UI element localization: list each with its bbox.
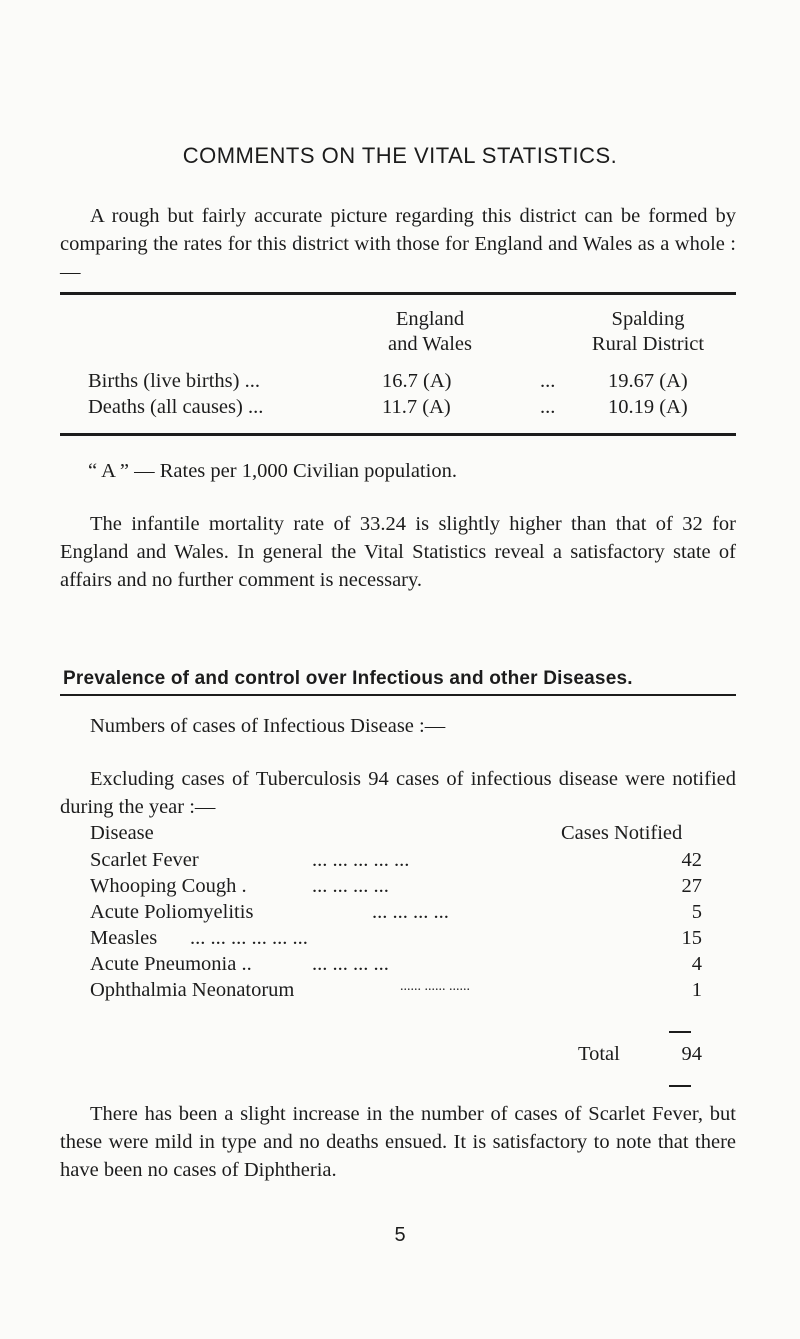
section-heading: Prevalence of and control over Infectious and other Diseases. <box>63 668 633 689</box>
disease-row-count: 42 <box>681 849 702 871</box>
row-births-label: Births (live births) ... <box>88 370 260 392</box>
row-births-dots: ... <box>540 370 556 392</box>
disease-row-count: 5 <box>691 901 702 923</box>
row-deaths-label: Deaths (all causes) ... <box>88 396 264 418</box>
infant-mortality-paragraph: The infantile mortality rate of 33.24 is slightly higher than that of 32 for England and Wales. In general the Vital Statistics reveal a satisfactory state of affairs and no further comment is necessary. <box>60 513 736 591</box>
row-deaths-england: 11.7 (A) <box>382 396 451 418</box>
col-header-cases-notified: Cases Notified <box>561 822 683 844</box>
closing-paragraph: There has been a slight increase in the number of cases of Scarlet Fever, but these were mild in type and no deaths ensued. It is satisfactory to note that there have been no cases of Diphtheria. <box>60 1103 736 1181</box>
disease-row-count: 1 <box>691 979 702 1001</box>
disease-row-leaders: ... ... ... ... ... ... <box>190 927 308 949</box>
row-deaths-spalding: 10.19 (A) <box>608 396 688 418</box>
page-number: 5 <box>394 1224 406 1246</box>
total-value: 94 <box>681 1043 702 1065</box>
disease-row-name: Measles <box>90 927 158 949</box>
total-rule-top <box>669 1031 691 1033</box>
col-header-rural-district: Rural District <box>591 333 705 355</box>
row-deaths-dots: ... <box>540 396 556 418</box>
table-top-rule <box>60 292 736 295</box>
section-underline <box>60 694 736 696</box>
col-header-england: England <box>395 308 465 330</box>
disease-row-count: 15 <box>681 927 702 949</box>
col-header-disease: Disease <box>90 822 154 844</box>
disease-row-leaders: ... ... ... ... ... <box>312 849 410 871</box>
col-header-spalding: Spalding <box>611 308 685 330</box>
col-header-and-wales: and Wales <box>388 333 472 355</box>
disease-row-name: Acute Pneumonia .. <box>90 953 252 975</box>
disease-row-count: 4 <box>691 953 702 975</box>
row-births-england: 16.7 (A) <box>382 370 452 392</box>
intro-paragraph: A rough but fairly accurate picture regarding this district can be formed by comparing the rates for this district with those for England and Wales as a whole :— <box>60 205 736 283</box>
disease-row-name: Whooping Cough . <box>90 875 247 897</box>
row-births-spalding: 19.67 (A) <box>608 370 688 392</box>
page-title: COMMENTS ON THE VITAL STATISTICS. <box>182 143 618 168</box>
rates-footnote: “ A ” — Rates per 1,000 Civilian population. <box>88 460 457 482</box>
disease-row-leaders: ... ... ... ... <box>312 875 389 897</box>
disease-row-name: Acute Poliomyelitis <box>90 901 254 923</box>
disease-row-count: 27 <box>681 875 702 897</box>
numbers-of-cases-line: Numbers of cases of Infectious Disease :— <box>90 715 446 737</box>
table-bottom-rule <box>60 433 736 436</box>
total-rule-bottom <box>669 1085 691 1087</box>
excluding-paragraph: Excluding cases of Tuberculosis 94 cases of infectious disease were notified during the year :— <box>60 768 736 818</box>
disease-row-leaders: ... ... ... ... <box>372 901 449 923</box>
disease-row-leaders: ... ... ... ... <box>312 953 389 975</box>
disease-row-name: Scarlet Fever <box>90 849 199 871</box>
disease-row-leaders: ...... ...... ...... <box>400 979 470 994</box>
disease-row-name: Ophthalmia Neonatorum <box>90 979 295 1001</box>
total-label: Total <box>578 1043 620 1065</box>
